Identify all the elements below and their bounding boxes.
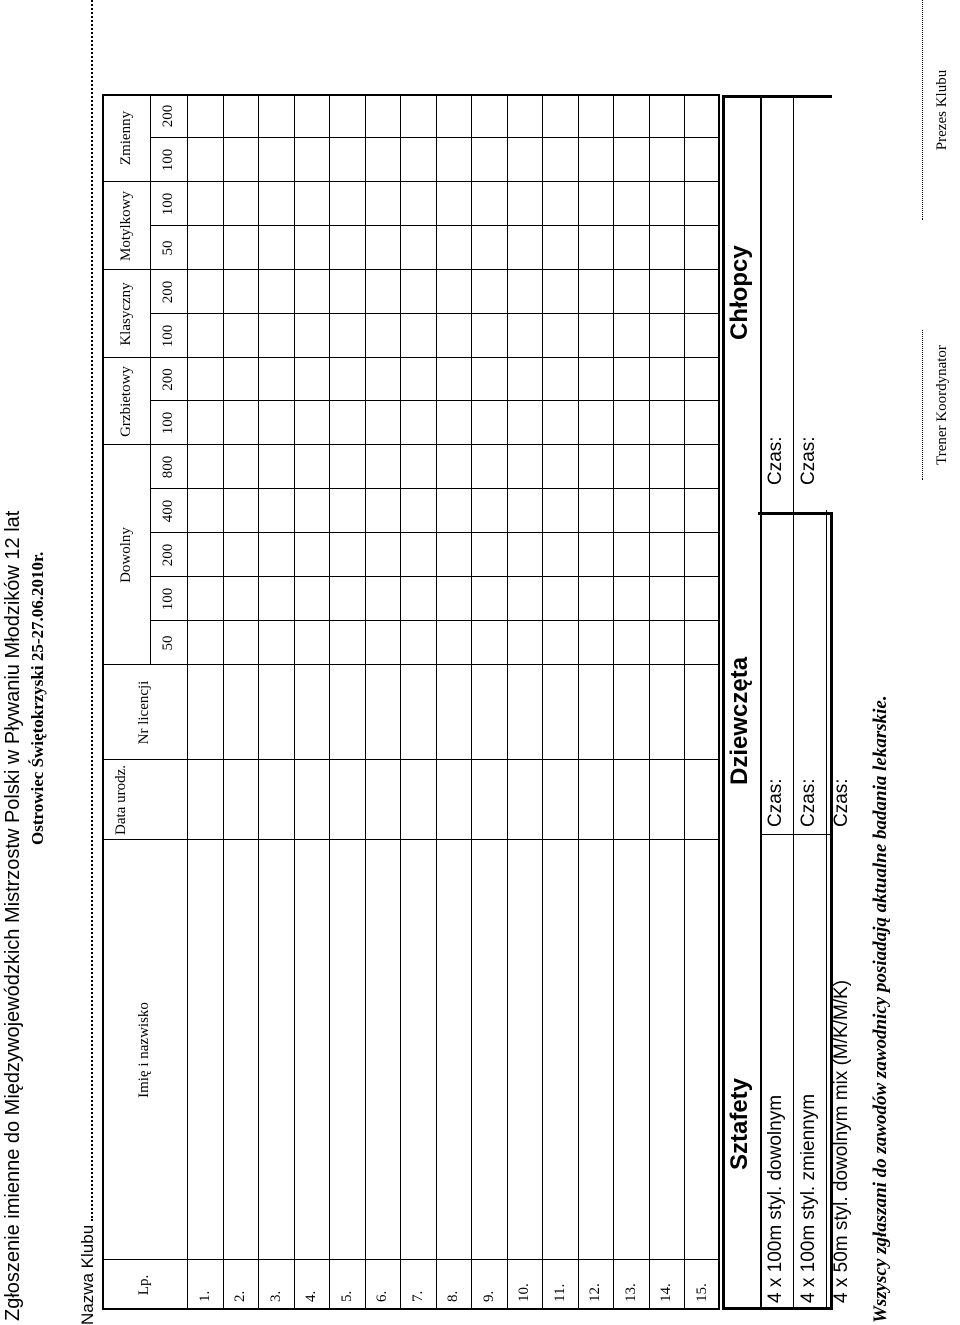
entry-row[interactable] bbox=[400, 94, 436, 1260]
entry-row[interactable] bbox=[649, 94, 684, 1260]
row-number: 5. bbox=[339, 1290, 355, 1302]
style-header-dowolny: Dowolny bbox=[118, 527, 134, 583]
style-header-zmienny: Zmienny bbox=[118, 110, 134, 166]
relay-col-sep bbox=[760, 834, 830, 835]
col-header-license: Nr licencji bbox=[136, 680, 152, 745]
row-number: 8. bbox=[445, 1290, 461, 1302]
distance-header: 200 bbox=[160, 368, 176, 391]
row-number: 15. bbox=[694, 1283, 710, 1302]
row-number: 10. bbox=[516, 1283, 532, 1302]
relays-title: Sztafety bbox=[726, 1077, 753, 1170]
row-number: 1. bbox=[197, 1290, 213, 1302]
row-number: 7. bbox=[410, 1290, 426, 1302]
row-number: 4. bbox=[303, 1290, 319, 1302]
col-header-name: Imię i nazwisko bbox=[136, 1002, 152, 1098]
row-number: 6. bbox=[374, 1290, 390, 1302]
distance-header: 800 bbox=[160, 455, 176, 479]
relay-time-boys[interactable]: Czas: bbox=[765, 436, 786, 485]
style-header-klasyczny: Klasyczny bbox=[118, 282, 134, 346]
relay-header-sep bbox=[760, 95, 762, 1310]
distance-header: 100 bbox=[160, 411, 176, 435]
relay-frame-left bbox=[722, 1307, 832, 1310]
relay-frame-top bbox=[722, 95, 725, 1310]
entry-row[interactable] bbox=[613, 94, 649, 1260]
club-dotted-line bbox=[90, 0, 93, 1221]
distance-header: 50 bbox=[160, 240, 176, 256]
entry-row[interactable] bbox=[507, 94, 542, 1260]
col-header-dob: Data urodz. bbox=[113, 765, 129, 835]
signature-line-president[interactable] bbox=[922, 0, 923, 220]
entry-row[interactable] bbox=[542, 94, 578, 1260]
relay-time-mix[interactable]: Czas: bbox=[831, 778, 852, 827]
distance-header: 100 bbox=[160, 148, 176, 172]
entry-row[interactable] bbox=[578, 94, 613, 1260]
boys-header: Chłopcy bbox=[726, 245, 753, 340]
entry-row[interactable] bbox=[365, 94, 400, 1260]
entry-row[interactable] bbox=[684, 94, 720, 1260]
club-label: Nazwa Klubu bbox=[78, 1224, 97, 1325]
distance-header: 100 bbox=[160, 324, 176, 348]
relay-row-sep bbox=[793, 95, 794, 1310]
style-header-grzbietowy: Grzbietowy bbox=[118, 366, 134, 437]
style-header-motylkowy: Motylkowy bbox=[118, 191, 134, 262]
distance-header: 100 bbox=[160, 587, 176, 611]
entry-row[interactable] bbox=[436, 94, 471, 1260]
signature-label-coach: Trener Koordynator bbox=[934, 345, 950, 465]
relay-col-sep-2 bbox=[760, 514, 795, 515]
relay-label: 4 x 100m styl. zmiennym bbox=[798, 1093, 819, 1303]
relay-row-sep-2 bbox=[826, 510, 827, 1310]
row-number: 12. bbox=[587, 1283, 603, 1302]
club-name-field[interactable] bbox=[78, 0, 98, 1325]
relay-frame-right bbox=[722, 95, 832, 98]
row-number: 9. bbox=[481, 1290, 497, 1302]
relay-time-girls[interactable]: Czas: bbox=[798, 778, 819, 827]
distance-header: 50 bbox=[160, 635, 176, 651]
col-header-lp: Lp. bbox=[136, 1274, 152, 1296]
signature-line-coach[interactable] bbox=[922, 330, 923, 480]
page-subtitle: Ostrowiec Świętokrzyski 25-27.06.2010r. bbox=[28, 551, 47, 845]
entry-row[interactable] bbox=[223, 94, 258, 1260]
distance-header: 400 bbox=[160, 499, 176, 523]
entry-row[interactable] bbox=[471, 94, 507, 1260]
entry-row[interactable] bbox=[329, 94, 365, 1260]
relay-time-girls[interactable]: Czas: bbox=[765, 778, 786, 827]
page-title: Zgłoszenie imienne do Międzywojewódzkich Mistrzostw Polski w Pływaniu Młodzików 12 lat bbox=[2, 510, 24, 1321]
girls-header: Dziewczęta bbox=[726, 656, 753, 785]
row-number: 2. bbox=[232, 1290, 248, 1302]
distance-header: 100 bbox=[160, 192, 176, 216]
entry-row[interactable] bbox=[294, 94, 329, 1260]
relay-time-boys[interactable]: Czas: bbox=[798, 436, 819, 485]
relay-label: 4 x 50m styl. dowolnym mix (M/K/M/K) bbox=[831, 979, 852, 1303]
relay-label: 4 x 100m styl. dowolnym bbox=[765, 1094, 786, 1303]
medical-note: Wszyscy zgłaszani do zawodów zawodnicy posiadają aktualne badania lekarskie. bbox=[870, 695, 891, 1323]
signature-label-president: Prezes Klubu bbox=[934, 69, 950, 151]
row-number: 14. bbox=[658, 1283, 674, 1302]
row-number: 13. bbox=[623, 1283, 639, 1302]
distance-header: 200 bbox=[160, 104, 176, 128]
distance-header: 200 bbox=[160, 543, 176, 567]
row-number: 11. bbox=[552, 1283, 568, 1302]
row-number: 3. bbox=[268, 1290, 284, 1302]
entry-row[interactable] bbox=[258, 94, 294, 1260]
entry-row[interactable] bbox=[187, 94, 223, 1260]
distance-header: 200 bbox=[160, 280, 176, 304]
